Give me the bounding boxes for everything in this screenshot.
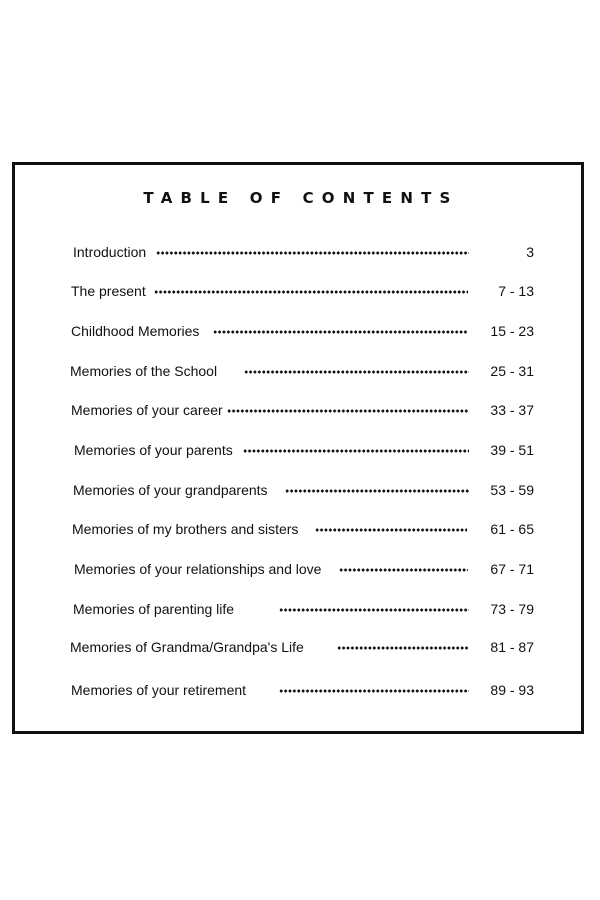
toc-entry-pages: 73 - 79: [490, 601, 534, 617]
toc-entry-label: Memories of parenting life: [73, 601, 235, 617]
toc-dot-leader: [279, 608, 469, 612]
toc-entry: [15, 241, 587, 263]
toc-entry-label: Memories of Grandma/Grandpa's Life: [70, 639, 304, 655]
toc-entry-label: Memories of your grandparents: [73, 482, 268, 498]
toc-entry-pages: 53 - 59: [490, 482, 534, 498]
toc-dot-leader: [243, 449, 469, 453]
toc-entry-pages: 89 - 93: [490, 682, 534, 698]
toc-entry-pages: 61 - 65: [490, 521, 534, 537]
table-of-contents-frame: [12, 162, 584, 734]
toc-dot-leader: [315, 528, 467, 532]
toc-entry: [15, 598, 587, 620]
toc-dot-leader: [244, 370, 469, 374]
toc-entry-pages: 15 - 23: [490, 323, 534, 339]
toc-entry-pages: 39 - 51: [490, 442, 534, 458]
toc-entry-label: Memories of your retirement: [71, 682, 247, 698]
toc-entry: [15, 636, 587, 658]
toc-entry-pages: 33 - 37: [490, 402, 534, 418]
toc-entry-pages: 7 - 13: [498, 283, 534, 299]
toc-entry-label: Memories of the School: [70, 363, 218, 379]
toc-entry-pages: 25 - 31: [490, 363, 534, 379]
toc-entry: [15, 479, 587, 501]
toc-entry-pages: 81 - 87: [490, 639, 534, 655]
toc-dot-leader: [154, 290, 468, 294]
toc-entry: [15, 399, 587, 421]
toc-entry-label: Childhood Memories: [71, 323, 200, 339]
toc-entry: [15, 360, 587, 382]
toc-entry-label: The present: [71, 283, 146, 299]
toc-entry: [15, 439, 587, 461]
toc-entry-label: Memories of your relationships and love: [74, 561, 322, 577]
toc-dot-leader: [156, 251, 469, 255]
toc-entry: [15, 518, 587, 540]
toc-dot-leader: [213, 330, 467, 334]
toc-entry-label: Memories of your career: [71, 402, 223, 418]
toc-dot-leader: [339, 568, 468, 572]
toc-dot-leader: [279, 689, 469, 693]
toc-entry-pages: 67 - 71: [490, 561, 534, 577]
toc-title: TABLE OF CONTENTS: [143, 189, 459, 207]
toc-entry: [15, 280, 587, 302]
toc-entry: [15, 320, 587, 342]
toc-dot-leader: [337, 646, 469, 650]
toc-entry-label: Memories of your parents: [74, 442, 233, 458]
toc-dot-leader: [227, 409, 468, 413]
toc-entry: [15, 558, 587, 580]
toc-entry-label: Introduction: [73, 244, 147, 260]
toc-entry: [15, 679, 587, 701]
toc-entry-label: Memories of my brothers and sisters: [72, 521, 299, 537]
toc-entry-pages: 3: [526, 244, 534, 260]
toc-dot-leader: [285, 489, 469, 493]
